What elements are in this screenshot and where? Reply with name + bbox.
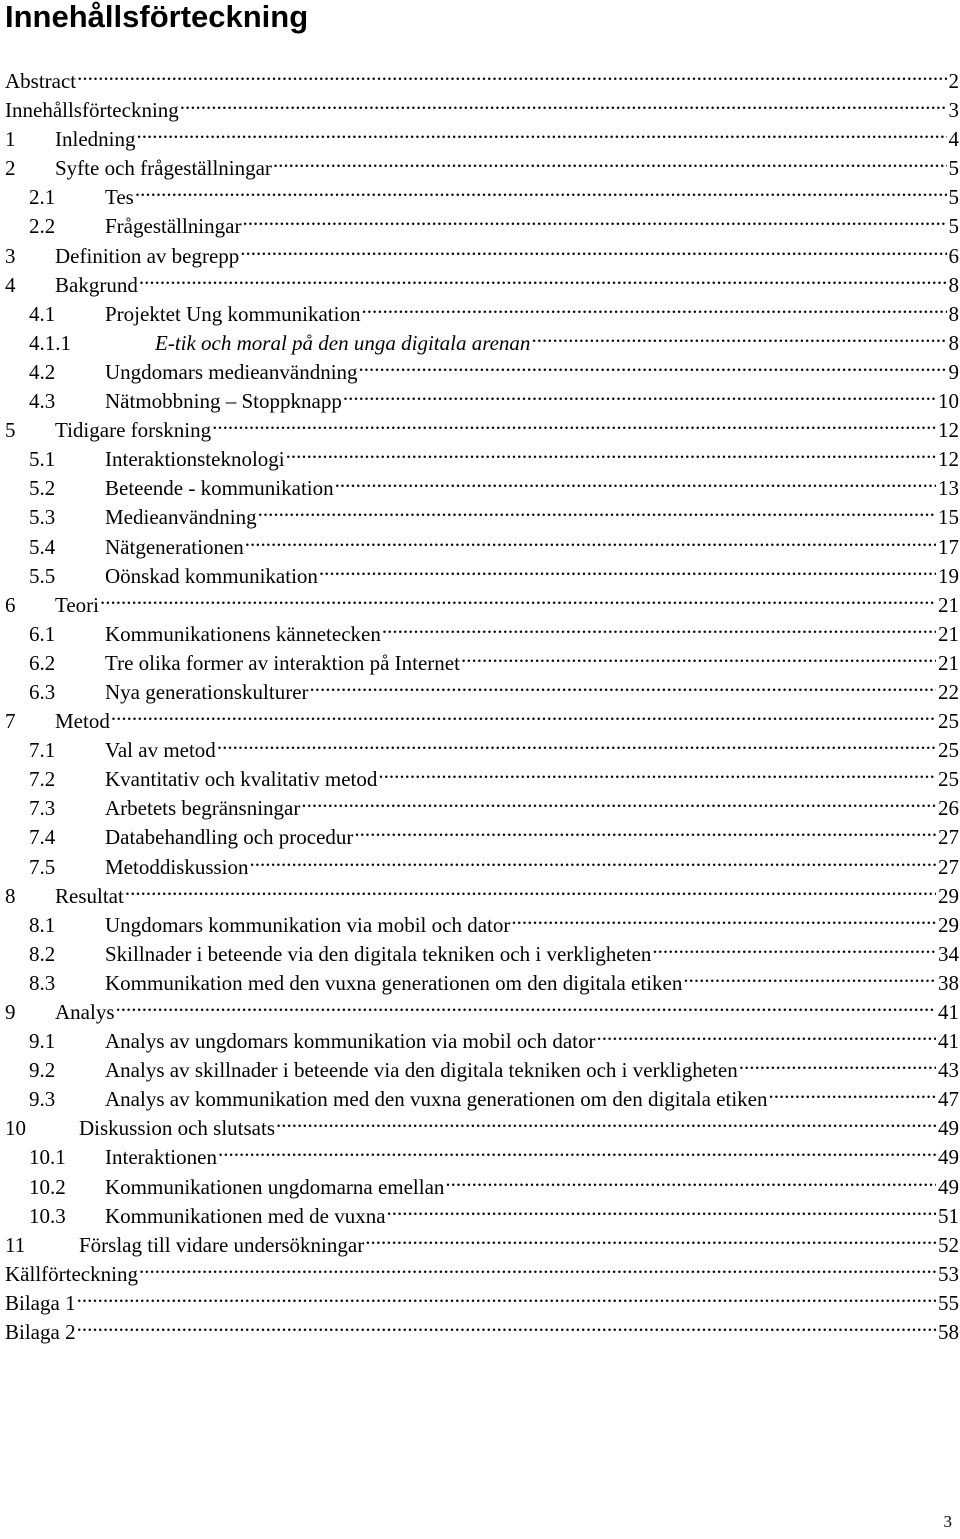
toc-entry-title: Ungdomars kommunikation via mobil och dator — [105, 912, 511, 937]
toc-dot-leader — [361, 292, 946, 321]
toc-entry[interactable] — [5, 59, 959, 93]
toc-entry-page: 43 — [938, 1058, 959, 1083]
toc-entry-page: 4 — [948, 127, 959, 152]
toc-entry-page: 27 — [938, 854, 959, 879]
toc-entry-title: Analys av skillnader i beteende via den digitala tekniken och i verkligheten — [105, 1058, 738, 1083]
toc-entry-title: Interaktionen — [105, 1145, 217, 1170]
toc-dot-leader — [139, 263, 947, 292]
toc-entry-title: Diskussion och slutsats — [79, 1116, 276, 1141]
toc-entry-title: Analys av ungdomars kommunikation via mobil och dator — [105, 1029, 596, 1054]
toc-entry-title: Förslag till vidare undersökningar — [79, 1232, 365, 1257]
toc-dot-leader — [652, 932, 936, 961]
toc-entry-number: 10 — [5, 1116, 26, 1141]
toc-entry-page: 9 — [948, 359, 959, 384]
toc-entry-page: 22 — [938, 679, 959, 704]
toc-entry-page: 47 — [938, 1087, 959, 1112]
toc-entry-number: 11 — [5, 1232, 26, 1257]
toc-entry-number: 4.3 — [29, 389, 56, 414]
toc-entry[interactable] — [5, 903, 959, 937]
toc-entry-page: 29 — [938, 883, 959, 908]
toc-entry-title: Bilaga 1 — [5, 1290, 76, 1315]
toc-dot-leader — [250, 845, 936, 874]
toc-entry[interactable] — [5, 990, 959, 1024]
toc-entry-number: 4.1 — [29, 301, 56, 326]
toc-entry-page: 21 — [938, 621, 959, 646]
toc-entry-page: 41 — [938, 1029, 959, 1054]
toc-entry-page: 2 — [948, 69, 959, 93]
toc-dot-leader — [310, 670, 936, 699]
toc-entry-page: 53 — [938, 1261, 959, 1286]
toc-entry-number: 7.5 — [29, 854, 56, 879]
toc-dot-leader — [139, 1252, 936, 1281]
toc-entry-title: Kommunikationen ungdomarna emellan — [105, 1174, 445, 1199]
toc-entry-title: Resultat — [55, 883, 124, 908]
toc-entry-title: Definition av begrepp — [55, 243, 240, 268]
toc-dot-leader — [286, 437, 936, 466]
toc-entry-page: 49 — [938, 1116, 959, 1141]
toc-entry[interactable] — [5, 1310, 959, 1345]
toc-entry-title: Nätgenerationen — [105, 534, 244, 559]
toc-entry-page: 27 — [938, 825, 959, 850]
toc-entry[interactable] — [5, 292, 959, 326]
toc-entry-number: 6 — [5, 592, 16, 617]
toc-dot-leader — [125, 874, 936, 903]
toc-entry-title: Inledning — [55, 127, 136, 152]
toc-entry-number: 4.2 — [29, 359, 56, 384]
toc-entry-title: Kommunikationens kännetecken — [105, 621, 381, 646]
toc-entry-title: E-tik och moral på den unga digitala arenan — [155, 330, 531, 355]
toc-dot-leader — [100, 583, 936, 612]
toc-dot-leader — [445, 1165, 936, 1194]
toc-entry-page: 25 — [938, 738, 959, 763]
toc-entry[interactable] — [5, 175, 959, 210]
toc-entry[interactable] — [5, 699, 959, 734]
toc-entry-page: 21 — [938, 650, 959, 675]
toc-dot-leader — [180, 88, 947, 117]
toc-entry-page: 52 — [938, 1232, 959, 1257]
toc-entry-number: 7 — [5, 709, 16, 734]
toc-entry-page: 17 — [938, 534, 959, 559]
toc-entry-number: 3 — [5, 243, 16, 268]
toc-entry-title: Arbetets begränsningar — [105, 796, 301, 821]
toc-entry-page: 25 — [938, 709, 959, 734]
toc-dot-leader — [461, 641, 936, 670]
toc-dot-leader — [212, 408, 936, 437]
toc-entry-title: Tre olika former av interaktion på Internet — [105, 650, 460, 675]
toc-entry[interactable] — [5, 1252, 959, 1286]
toc-entry-title: Metoddiskussion — [105, 854, 249, 879]
toc-entry-page: 49 — [938, 1174, 959, 1199]
toc-entry-number: 2 — [5, 156, 16, 181]
toc-entry-title: Abstract — [5, 69, 77, 93]
toc-entry[interactable] — [5, 263, 959, 297]
toc-entry-number: 5.1 — [29, 447, 56, 472]
toc-dot-leader — [359, 350, 947, 379]
toc-entry-number: 8.3 — [29, 970, 56, 995]
toc-entry-title: Bakgrund — [55, 272, 138, 297]
toc-entry-page: 5 — [948, 214, 959, 239]
toc-dot-leader — [111, 699, 936, 728]
toc-entry-title: Ungdomars medieanvändning — [105, 359, 358, 384]
toc-entry-page: 12 — [938, 447, 959, 472]
toc-entry-number: 8.1 — [29, 912, 56, 937]
toc-entry-page: 21 — [938, 592, 959, 617]
toc-entry-page: 8 — [948, 330, 959, 355]
toc-dot-leader — [597, 1019, 936, 1048]
toc-entry-page: 58 — [938, 1320, 959, 1345]
toc-entry-number: 6.3 — [29, 679, 56, 704]
toc-entry-page: 3 — [948, 98, 959, 123]
toc-dot-leader — [77, 59, 946, 88]
toc-entry-title: Val av metod — [105, 738, 216, 763]
toc-entry-page: 8 — [948, 301, 959, 326]
table-of-contents — [5, 59, 959, 1345]
toc-dot-leader — [116, 990, 937, 1019]
toc-entry[interactable] — [5, 1019, 959, 1054]
toc-entry-number: 8 — [5, 883, 16, 908]
toc-entry-number: 1 — [5, 127, 16, 152]
toc-entry-page: 12 — [938, 418, 959, 443]
toc-entry-number: 9.2 — [29, 1058, 56, 1083]
toc-entry[interactable] — [5, 146, 959, 181]
toc-entry-page: 13 — [938, 476, 959, 501]
toc-entry-number: 10.1 — [29, 1145, 66, 1170]
toc-entry-page: 19 — [938, 563, 959, 588]
toc-entry-number: 6.2 — [29, 650, 56, 675]
toc-dot-leader — [217, 728, 936, 757]
toc-entry-number: 7.4 — [29, 825, 56, 850]
toc-dot-leader — [511, 903, 936, 932]
toc-entry-number: 7.1 — [29, 738, 56, 763]
toc-entry-title: Nya generationskulturer — [105, 679, 309, 704]
toc-entry-title: Metod — [55, 709, 110, 734]
toc-entry-page: 29 — [938, 912, 959, 937]
toc-entry-number: 10.2 — [29, 1174, 66, 1199]
toc-entry-title: Beteende - kommunikation — [105, 476, 334, 501]
toc-entry-page: 26 — [938, 796, 959, 821]
toc-entry[interactable] — [5, 1281, 959, 1315]
toc-entry[interactable] — [5, 612, 959, 646]
toc-entry-page: 15 — [938, 505, 959, 530]
toc-dot-leader — [354, 815, 936, 844]
toc-entry-number: 2.1 — [29, 185, 56, 210]
toc-entry-number: 5.3 — [29, 505, 56, 530]
toc-dot-leader — [276, 1106, 936, 1135]
toc-entry-title: Nätmobbning – Stoppknapp — [105, 389, 342, 414]
toc-dot-leader — [378, 757, 936, 786]
toc-dot-leader — [382, 612, 936, 641]
toc-dot-leader — [77, 1281, 936, 1310]
toc-entry-page: 55 — [938, 1290, 959, 1315]
toc-entry-title: Kommunikation med den vuxna generationen om den digitala etiken — [105, 970, 683, 995]
toc-dot-leader — [683, 961, 936, 990]
toc-dot-leader — [365, 1223, 936, 1252]
toc-entry-number: 7.3 — [29, 796, 56, 821]
toc-dot-leader — [769, 1077, 937, 1106]
toc-entry-page: 25 — [938, 767, 959, 792]
toc-entry[interactable] — [5, 874, 959, 908]
toc-dot-leader — [301, 786, 936, 815]
toc-entry-title: Projektet Ung kommunikation — [105, 301, 361, 326]
toc-entry-page: 49 — [938, 1145, 959, 1170]
toc-entry[interactable] — [5, 728, 959, 763]
toc-dot-leader — [739, 1048, 936, 1077]
toc-entry-number: 6.1 — [29, 621, 56, 646]
toc-entry-number: 7.2 — [29, 767, 56, 792]
toc-entry-number: 10.3 — [29, 1203, 66, 1228]
toc-entry-page: 5 — [948, 156, 959, 181]
toc-entry-number: 2.2 — [29, 214, 56, 239]
toc-dot-leader — [240, 234, 946, 263]
toc-entry-title: Kvantitativ och kvalitativ metod — [105, 767, 378, 792]
toc-entry-page: 41 — [938, 1000, 959, 1024]
toc-entry-number: 9.3 — [29, 1087, 56, 1112]
toc-entry-page: 34 — [938, 941, 959, 966]
toc-entry-title: Frågeställningar — [105, 214, 242, 239]
page-title: Innehållsförteckning — [5, 0, 309, 34]
toc-entry-page: 6 — [948, 243, 959, 268]
toc-entry-page: 51 — [938, 1203, 959, 1228]
toc-entry-title: Databehandling och procedur — [105, 825, 354, 850]
toc-entry-number: 9.1 — [29, 1029, 56, 1054]
toc-entry[interactable] — [5, 88, 959, 123]
toc-dot-leader — [258, 495, 936, 524]
toc-dot-leader — [245, 525, 936, 554]
toc-entry-title: Skillnader i beteende via den digitala tekniken och i verkligheten — [105, 941, 652, 966]
toc-entry[interactable] — [5, 117, 959, 152]
toc-dot-leader — [135, 175, 947, 204]
toc-entry-title: Syfte och frågeställningar — [55, 156, 272, 181]
toc-entry-title: Tes — [105, 185, 134, 210]
toc-entry-page: 8 — [948, 272, 959, 297]
toc-entry-title: Analys — [55, 1000, 115, 1024]
toc-entry-title: Teori — [55, 592, 100, 617]
toc-entry-title: Medieanvändning — [105, 505, 257, 530]
toc-entry-number: 5.4 — [29, 534, 56, 559]
toc-entry[interactable] — [5, 204, 959, 239]
toc-entry-number: 5 — [5, 418, 16, 443]
toc-dot-leader — [343, 379, 936, 408]
toc-dot-leader — [387, 1194, 936, 1223]
toc-entry-title: Bilaga 2 — [5, 1320, 76, 1345]
toc-dot-leader — [531, 321, 946, 350]
toc-entry-title: Innehållsförteckning — [5, 98, 179, 123]
toc-dot-leader — [242, 204, 946, 233]
toc-entry-title: Tidigare forskning — [55, 418, 212, 443]
toc-dot-leader — [273, 146, 947, 175]
toc-dot-leader — [335, 466, 936, 495]
toc-entry-page: 38 — [938, 970, 959, 995]
page-number: 3 — [943, 1512, 952, 1531]
toc-entry-number: 4.1.1 — [29, 330, 71, 355]
toc-dot-leader — [218, 1135, 936, 1164]
toc-dot-leader — [77, 1310, 936, 1339]
toc-entry-number: 9 — [5, 1000, 16, 1024]
toc-entry-title: Interaktionsteknologi — [105, 447, 285, 472]
toc-entry-title: Analys av kommunikation med den vuxna generationen om den digitala etiken — [105, 1087, 768, 1112]
toc-entry-page: 5 — [948, 185, 959, 210]
toc-entry-number: 5.5 — [29, 563, 56, 588]
toc-entry[interactable] — [5, 583, 959, 617]
toc-dot-leader — [319, 554, 936, 583]
toc-dot-leader — [136, 117, 946, 146]
toc-entry-title: Oönskad kommunikation — [105, 563, 318, 588]
toc-entry-number: 4 — [5, 272, 16, 297]
toc-entry-title: Kommunikationen med de vuxna — [105, 1203, 386, 1228]
toc-entry-number: 5.2 — [29, 476, 56, 501]
toc-entry-number: 8.2 — [29, 941, 56, 966]
toc-entry-title: Källförteckning — [5, 1261, 138, 1286]
toc-entry-page: 10 — [938, 389, 959, 414]
